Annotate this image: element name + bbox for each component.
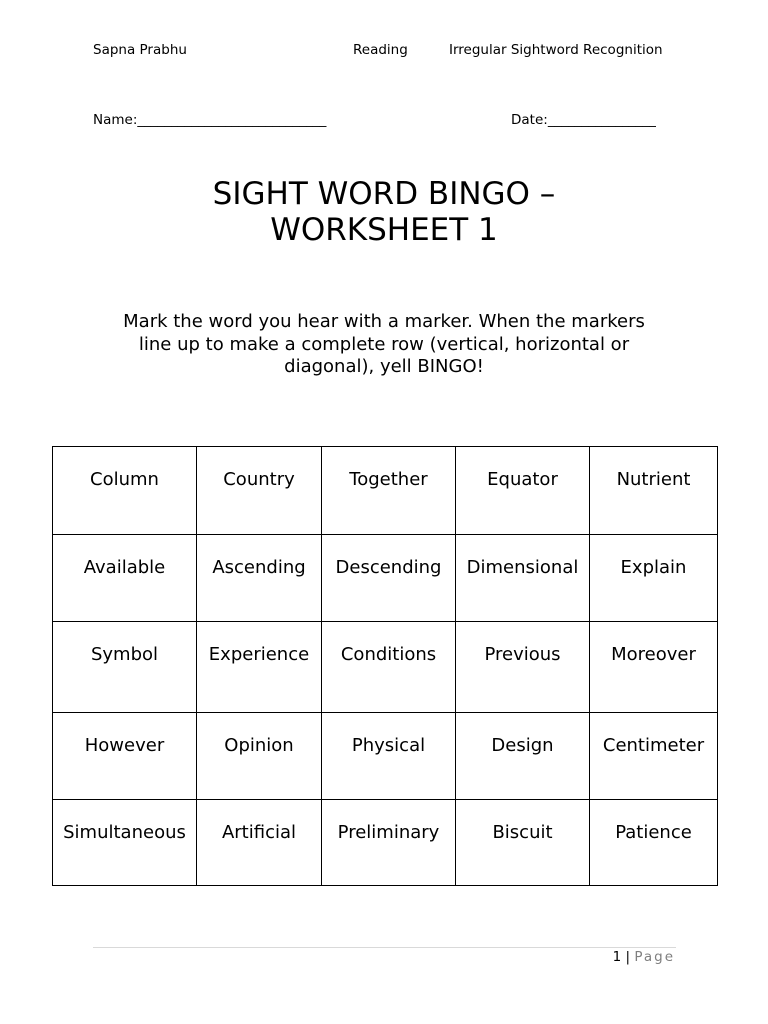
page-footer [613,949,675,965]
bingo-cell: Design [456,713,590,800]
page-number: 1 [612,949,622,965]
page-title [0,176,768,248]
bingo-row [53,800,718,886]
bingo-cell: Opinion [197,713,322,800]
bingo-cell: Experience [197,622,322,713]
bingo-cell: Column [53,447,197,535]
bingo-cell: Simultaneous [53,800,197,886]
header-subject: Reading [353,42,408,58]
bingo-cell: Artificial [197,800,322,886]
bingo-row [53,535,718,622]
bingo-cell: Available [53,535,197,622]
bingo-grid [52,446,718,886]
instructions: Mark the word you hear with a marker. When the markers line up to make a complete row (vertical, horizontal or diagonal), yell BINGO! [123,311,645,377]
bingo-row [53,447,718,535]
bingo-cell: Preliminary [322,800,456,886]
bingo-cell: Conditions [322,622,456,713]
page-separator: | [621,949,635,965]
bingo-cell: Nutrient [590,447,718,535]
page-label: Page [634,949,675,965]
bingo-cell: Together [322,447,456,535]
bingo-cell: Moreover [590,622,718,713]
bingo-cell: Biscuit [456,800,590,886]
footer-divider [93,947,676,948]
bingo-cell: Centimeter [590,713,718,800]
title-line-1: SIGHT WORD BINGO – [212,176,556,212]
bingo-row [53,713,718,800]
bingo-cell: Patience [590,800,718,886]
bingo-cell: Ascending [197,535,322,622]
bingo-cell: Physical [322,713,456,800]
bingo-cell: However [53,713,197,800]
title-line-2: WORKSHEET 1 [270,212,498,248]
bingo-cell: Country [197,447,322,535]
bingo-cell: Explain [590,535,718,622]
bingo-cell: Descending [322,535,456,622]
header-author: Sapna Prabhu [93,42,187,58]
name-field: Name:____________________________ [93,112,327,128]
bingo-cell: Previous [456,622,590,713]
bingo-row [53,622,718,713]
bingo-cell: Symbol [53,622,197,713]
header-topic: Irregular Sightword Recognition [449,42,663,58]
bingo-cell: Dimensional [456,535,590,622]
bingo-cell: Equator [456,447,590,535]
date-field: Date:________________ [511,112,656,128]
